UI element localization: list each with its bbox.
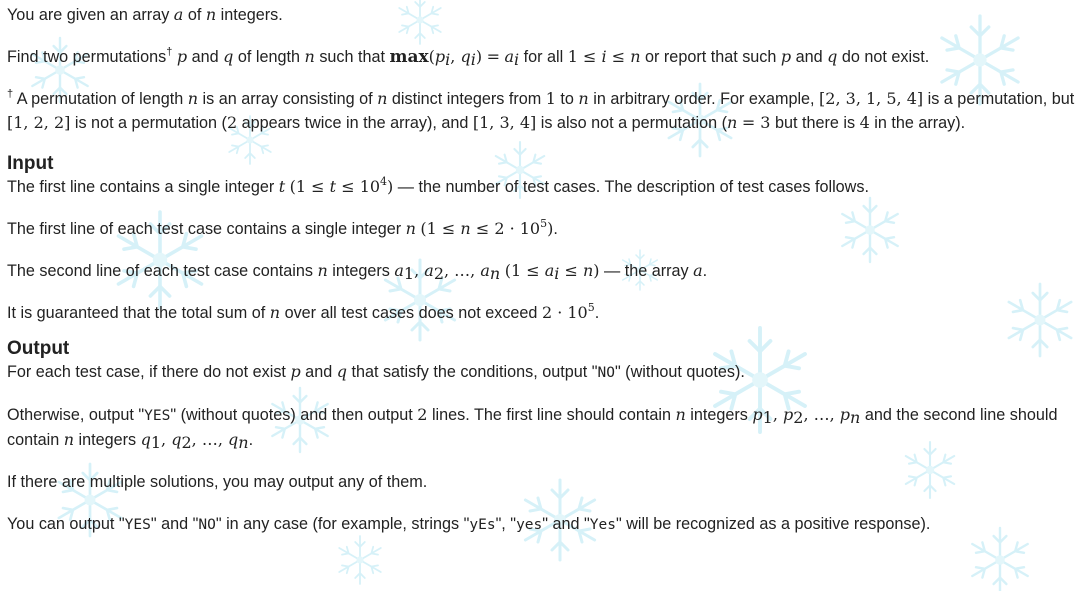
output-line-1: For each test case, if there do not exist p and q that satisfy the conditions, output "NO" (without quotes). (7, 362, 745, 381)
input-line-4: It is guaranteed that the total sum of n over all test cases does not exceed $2 \cdot 10^5$. (7, 301, 600, 322)
output-line-4: You can output "YES" and "NO" in any case (for example, strings "yEs", "yes" and "Yes" will be recognized as a positive response). (7, 515, 931, 533)
statement-task: Find two permutations† p and q of length n such that $\max(p_i$, $q_i) = a_i$ for all 1 ≤ i ≤ n or report that such p and q do not exist. (7, 46, 930, 69)
problem-statement (7, 3, 1085, 555)
input-line-2: The first line of each test case contains a single integer n $(1 \le n \le 2 \cdot 10^5)$. (7, 217, 558, 238)
permutation-footnote: † A permutation of length n is an array consisting of n distinct integers from 1 to n in arbitrary order. For example, [2, 3, 1, 5, 4] is a permutation, but [1, 2, 2] is not a permutation (2 appears twice in the array), and [1, 3, 4] is also not a permutation (n = 3 but there is 4 in the array). (7, 88, 1075, 132)
input-line-3: The second line of each test case contains n integers $a_1$, $a_2$, …, $a_n$ $(1 \le a_i \le n)$ — the array a. (7, 261, 708, 283)
input-section-title: Input (7, 153, 54, 174)
output-line-3: If there are multiple solutions, you may output any of them. (7, 473, 428, 491)
output-section-title: Output (7, 338, 70, 359)
input-line-1: The first line contains a single integer t $(1 \le t \le 10^4)$ — the number of test cases. The description of test cases follows. (7, 175, 869, 196)
statement-intro: You are given an array a of n integers. (7, 5, 283, 24)
output-line-2: Otherwise, output "YES" (without quotes) and then output 2 lines. The first line should contain n integers $p_1$, $p_2$, …, $p_n$ and the second line should contain n integers $q_1$, $q_2$, …, $q_n$. (7, 405, 1058, 452)
